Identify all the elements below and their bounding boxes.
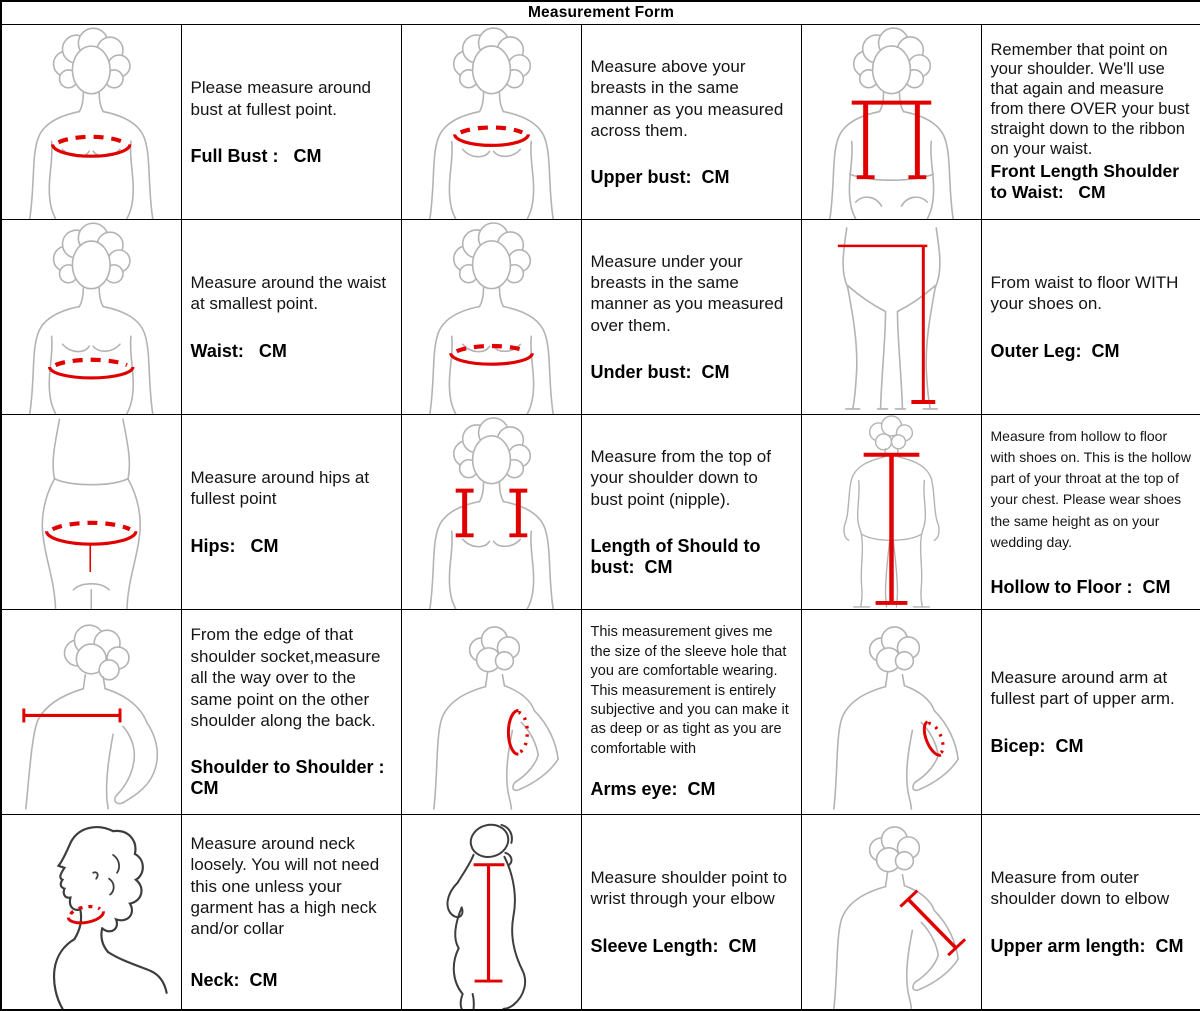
shoulder-to-bust-label: Length of Should to bust: CM [590, 535, 766, 577]
arms-eye-figure-icon [402, 610, 581, 814]
waist-instruction: Measure around the waist at smallest point. [190, 273, 387, 314]
figure-full-bust [1, 25, 181, 220]
cell-outer-leg [981, 220, 1200, 415]
cell-sleeve-length [581, 814, 801, 1009]
figure-shoulder-to-bust [401, 414, 581, 609]
figure-neck [1, 814, 181, 1009]
upper-bust-instruction: Measure above your breasts in the same manner as you measured across them. [590, 56, 784, 140]
upper-arm-length-instruction: Measure from outer shoulder down to elbow [990, 867, 1170, 909]
cell-full-bust [181, 25, 401, 220]
arms-eye-instruction: This measurement gives me the size of the sleeve hole that you are comfortable wearing. This measurement is entirely subjective and you can make it as deep or as tight as you are comfortable with [590, 624, 789, 757]
figure-shoulder-to-shoulder [1, 609, 181, 814]
figure-sleeve-length [401, 814, 581, 1009]
front-length-label: Front Length Shoulder to Waist: CM [990, 161, 1184, 203]
figure-under-bust [401, 220, 581, 415]
full-bust-label: Full Bust : CM [190, 145, 322, 166]
bicep-label: Bicep: CM [990, 735, 1084, 756]
cell-bicep [981, 609, 1200, 814]
shoulder-to-shoulder-figure-icon [2, 610, 181, 814]
hollow-to-floor-label: Hollow to Floor : CM [990, 577, 1171, 598]
front-length-instruction: Remember that point on your shoulder. We'll use that again and measure from there OVER your bust straight down to the ribbon on your waist. [990, 40, 1190, 158]
figure-hollow-to-floor [801, 414, 981, 609]
sleeve-length-figure-icon [402, 815, 581, 1009]
sleeve-length-instruction: Measure shoulder point to wrist through your elbow [590, 867, 788, 909]
form-title: Measurement Form [1, 1, 1200, 25]
cell-front-length [981, 25, 1200, 220]
front-length-figure-icon [802, 25, 981, 219]
neck-label: Neck: CM [190, 969, 278, 990]
arms-eye-label: Arms eye: CM [590, 779, 716, 800]
under-bust-instruction: Measure under your breasts in the same manner as you measured over them. [590, 251, 784, 335]
shoulder-to-bust-instruction: Measure from the top of your shoulder down to bust point (nipple). [590, 446, 771, 509]
neck-figure-icon [2, 815, 181, 1009]
cell-under-bust [581, 220, 801, 415]
figure-upper-bust [401, 25, 581, 220]
outer-leg-figure-icon [802, 220, 981, 414]
cell-arms-eye [581, 609, 801, 814]
shoulder-to-bust-figure-icon [402, 415, 581, 609]
cell-neck [181, 814, 401, 1009]
shoulder-to-shoulder-label: Shoulder to Shoulder : CM [190, 757, 390, 799]
figure-arms-eye [401, 609, 581, 814]
full-bust-figure-icon [2, 25, 181, 219]
waist-figure-icon [2, 220, 181, 414]
upper-bust-figure-icon [402, 25, 581, 219]
figure-waist [1, 220, 181, 415]
cell-hips [181, 414, 401, 609]
upper-arm-length-label: Upper arm length: CM [990, 935, 1184, 956]
cell-hollow-to-floor [981, 414, 1200, 609]
figure-upper-arm-length [801, 814, 981, 1009]
figure-bicep [801, 609, 981, 814]
cell-shoulder-to-bust [581, 414, 801, 609]
neck-instruction: Measure around neck loosely. You will not need this one unless your garment has a high neck and/or collar [190, 833, 380, 939]
under-bust-figure-icon [402, 220, 581, 414]
figure-front-length [801, 25, 981, 220]
upper-arm-length-figure-icon [802, 815, 981, 1009]
full-bust-instruction: Please measure around bust at fullest point. [190, 78, 372, 119]
cell-waist [181, 220, 401, 415]
shoulder-to-shoulder-instruction: From the edge of that shoulder socket,measure all the way over to the same point on the other shoulder along the back. [190, 625, 381, 730]
outer-leg-instruction: From waist to floor WITH your shoes on. [990, 273, 1179, 314]
waist-label: Waist: CM [190, 340, 287, 361]
hollow-to-floor-figure-icon [802, 415, 981, 609]
figure-outer-leg [801, 220, 981, 415]
hips-instruction: Measure around hips at fullest point [190, 467, 370, 509]
figure-hips [1, 414, 181, 609]
upper-bust-label: Upper bust: CM [590, 167, 730, 188]
cell-upper-arm-length [981, 814, 1200, 1009]
cell-upper-bust [581, 25, 801, 220]
bicep-instruction: Measure around arm at fullest part of upper arm. [990, 667, 1175, 709]
hollow-to-floor-instruction: Measure from hollow to floor with shoes on. This is the hollow part of your throat at the top of your chest. Please wear shoes the same height as on your wedding day. [990, 427, 1192, 550]
sleeve-length-label: Sleeve Length: CM [590, 935, 757, 956]
under-bust-label: Under bust: CM [590, 362, 730, 383]
cell-shoulder-to-shoulder [181, 609, 401, 814]
outer-leg-label: Outer Leg: CM [990, 340, 1120, 361]
hips-figure-icon [2, 415, 181, 609]
bicep-figure-icon [802, 610, 981, 814]
hips-label: Hips: CM [190, 535, 279, 556]
